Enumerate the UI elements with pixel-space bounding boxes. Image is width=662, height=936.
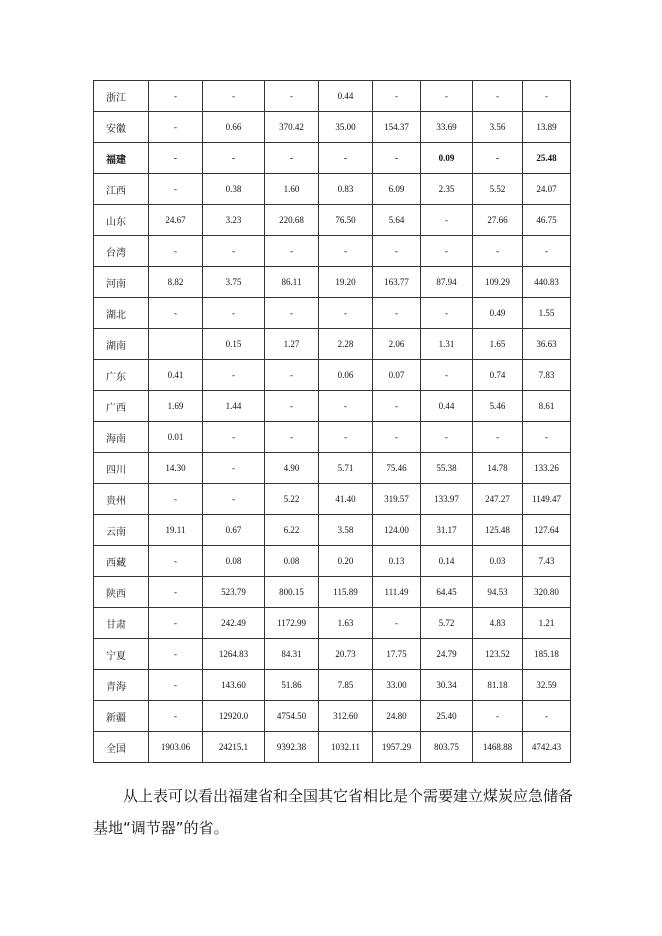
province-name-cell: 宁夏 [94,639,149,670]
value-cell: 1.27 [265,329,319,360]
value-cell: 125.48 [473,515,523,546]
value-cell: 0.44 [319,81,373,112]
table-row [94,298,571,329]
value-cell: 5.52 [473,174,523,205]
value-cell: - [473,81,523,112]
value-cell: 3.58 [319,515,373,546]
province-name-cell: 安徽 [94,112,149,143]
table-row [94,670,571,701]
value-cell: 247.27 [473,484,523,515]
value-cell: - [473,701,523,732]
table-row [94,81,571,112]
value-cell: 64.45 [421,577,473,608]
value-cell: 1.65 [473,329,523,360]
value-cell: 0.15 [203,329,265,360]
value-cell: - [421,360,473,391]
province-name-cell: 云南 [94,515,149,546]
table-body [94,81,571,763]
value-cell: 163.77 [373,267,421,298]
value-cell: 1.31 [421,329,473,360]
value-cell: 24.80 [373,701,421,732]
value-cell: 154.37 [373,112,421,143]
value-cell: 0.06 [319,360,373,391]
value-cell: 5.46 [473,391,523,422]
value-cell: 0.09 [421,143,473,174]
value-cell: 1.44 [203,391,265,422]
value-cell: 9392.38 [265,732,319,763]
value-cell: 13.89 [523,112,571,143]
value-cell: 4.83 [473,608,523,639]
value-cell: 25.40 [421,701,473,732]
value-cell [149,329,203,360]
province-name-cell: 湖南 [94,329,149,360]
table-row [94,143,571,174]
province-name-cell: 海南 [94,422,149,453]
value-cell: 0.03 [473,546,523,577]
value-cell: 19.20 [319,267,373,298]
value-cell: 5.72 [421,608,473,639]
value-cell: 4742.43 [523,732,571,763]
value-cell: 35.00 [319,112,373,143]
value-cell: 127.64 [523,515,571,546]
value-cell: - [203,298,265,329]
value-cell: - [319,298,373,329]
value-cell: 370.42 [265,112,319,143]
value-cell: - [149,484,203,515]
value-cell: 24.79 [421,639,473,670]
value-cell: 27.66 [473,205,523,236]
province-name-cell: 福建 [94,143,149,174]
value-cell: 31.17 [421,515,473,546]
value-cell: - [203,81,265,112]
value-cell: 8.61 [523,391,571,422]
value-cell: 2.06 [373,329,421,360]
province-name-cell: 贵州 [94,484,149,515]
table-row [94,701,571,732]
value-cell: - [523,701,571,732]
value-cell: 41.40 [319,484,373,515]
value-cell: 3.56 [473,112,523,143]
value-cell: 1.55 [523,298,571,329]
province-name-cell: 山东 [94,205,149,236]
value-cell: - [421,81,473,112]
value-cell: 81.18 [473,670,523,701]
value-cell: 803.75 [421,732,473,763]
value-cell: 6.22 [265,515,319,546]
value-cell: - [421,205,473,236]
value-cell: 94.53 [473,577,523,608]
value-cell: - [149,670,203,701]
value-cell: 0.14 [421,546,473,577]
value-cell: 1468.88 [473,732,523,763]
value-cell: 109.29 [473,267,523,298]
value-cell: 133.26 [523,453,571,484]
value-cell: 0.41 [149,360,203,391]
value-cell: 76.50 [319,205,373,236]
province-name-cell: 青海 [94,670,149,701]
province-name-cell: 广西 [94,391,149,422]
value-cell: - [421,236,473,267]
value-cell: 25.48 [523,143,571,174]
table-row [94,484,571,515]
value-cell: 5.71 [319,453,373,484]
value-cell: 0.13 [373,546,421,577]
table-row [94,174,571,205]
value-cell: - [373,236,421,267]
conclusion-paragraph: 从上表可以看出福建省和全国其它省相比是个需要建立煤炭应急储备基地“调节器”的省。 [93,787,574,837]
value-cell: 320.80 [523,577,571,608]
value-cell: - [149,608,203,639]
province-name-cell: 江西 [94,174,149,205]
value-cell: 0.20 [319,546,373,577]
value-cell: 14.78 [473,453,523,484]
value-cell: - [523,422,571,453]
province-name-cell: 河南 [94,267,149,298]
value-cell: 7.85 [319,670,373,701]
value-cell: - [149,639,203,670]
value-cell: - [319,422,373,453]
value-cell: 20.73 [319,639,373,670]
value-cell: - [203,236,265,267]
value-cell: 0.01 [149,422,203,453]
value-cell: 14.30 [149,453,203,484]
value-cell: 143.60 [203,670,265,701]
value-cell: 0.08 [203,546,265,577]
table-row [94,546,571,577]
value-cell: 0.49 [473,298,523,329]
value-cell: 3.23 [203,205,265,236]
table-row [94,639,571,670]
value-cell: 46.75 [523,205,571,236]
value-cell: 87.94 [421,267,473,298]
value-cell: 36.63 [523,329,571,360]
value-cell: 5.22 [265,484,319,515]
value-cell: 33.00 [373,670,421,701]
value-cell: - [373,143,421,174]
value-cell: - [265,422,319,453]
value-cell: 0.74 [473,360,523,391]
value-cell: 1032.11 [319,732,373,763]
table-row [94,112,571,143]
value-cell: - [149,546,203,577]
table-row [94,236,571,267]
value-cell: - [149,81,203,112]
value-cell: 4754.50 [265,701,319,732]
value-cell: - [149,577,203,608]
coal-reserves-table [93,80,571,763]
value-cell: - [149,143,203,174]
province-name-cell: 四川 [94,453,149,484]
value-cell: 111.49 [373,577,421,608]
province-name-cell: 陕西 [94,577,149,608]
value-cell: - [265,391,319,422]
table-row [94,267,571,298]
value-cell: - [473,422,523,453]
value-cell: 4.90 [265,453,319,484]
value-cell: 0.83 [319,174,373,205]
value-cell: - [203,484,265,515]
value-cell: 1149.47 [523,484,571,515]
value-cell: - [149,174,203,205]
value-cell: - [149,236,203,267]
value-cell: 1172.99 [265,608,319,639]
value-cell: - [373,81,421,112]
value-cell: 1264.83 [203,639,265,670]
value-cell: 319.57 [373,484,421,515]
value-cell: 440.83 [523,267,571,298]
value-cell: 55.38 [421,453,473,484]
table-row [94,329,571,360]
value-cell: 32.59 [523,670,571,701]
province-name-cell: 全国 [94,732,149,763]
value-cell: 2.35 [421,174,473,205]
value-cell: - [373,608,421,639]
value-cell: 5.64 [373,205,421,236]
value-cell: - [265,143,319,174]
value-cell: - [149,112,203,143]
province-name-cell: 西藏 [94,546,149,577]
value-cell: - [203,143,265,174]
value-cell: 24.07 [523,174,571,205]
value-cell: 1.63 [319,608,373,639]
value-cell: 2.28 [319,329,373,360]
value-cell: - [523,81,571,112]
value-cell: 33.69 [421,112,473,143]
value-cell: 24.67 [149,205,203,236]
value-cell: - [473,236,523,267]
value-cell: 7.43 [523,546,571,577]
value-cell: - [265,298,319,329]
value-cell: 220.68 [265,205,319,236]
value-cell: 30.34 [421,670,473,701]
value-cell: 84.31 [265,639,319,670]
table-row [94,515,571,546]
value-cell: - [265,360,319,391]
value-cell: 3.75 [203,267,265,298]
table-row [94,205,571,236]
value-cell: - [265,236,319,267]
table-row [94,360,571,391]
value-cell: 24215.1 [203,732,265,763]
value-cell: - [203,453,265,484]
value-cell: - [203,422,265,453]
value-cell: 75.46 [373,453,421,484]
value-cell: 1.60 [265,174,319,205]
province-name-cell: 台湾 [94,236,149,267]
value-cell: 17.75 [373,639,421,670]
value-cell: - [523,236,571,267]
table-row [94,453,571,484]
value-cell: 1957.29 [373,732,421,763]
table-row [94,391,571,422]
value-cell: - [373,422,421,453]
value-cell: 523.79 [203,577,265,608]
value-cell: 8.82 [149,267,203,298]
value-cell: 1.21 [523,608,571,639]
province-name-cell: 广东 [94,360,149,391]
value-cell: 19.11 [149,515,203,546]
value-cell: 1903.06 [149,732,203,763]
value-cell: 0.67 [203,515,265,546]
value-cell: - [373,391,421,422]
value-cell: 123.52 [473,639,523,670]
value-cell: 185.18 [523,639,571,670]
value-cell: 312.60 [319,701,373,732]
province-name-cell: 浙江 [94,81,149,112]
value-cell: 0.66 [203,112,265,143]
value-cell: 800.15 [265,577,319,608]
value-cell: - [473,143,523,174]
table-row [94,422,571,453]
province-name-cell: 湖北 [94,298,149,329]
value-cell: 6.09 [373,174,421,205]
value-cell: - [319,236,373,267]
value-cell: 0.08 [265,546,319,577]
value-cell: 0.07 [373,360,421,391]
value-cell: 0.44 [421,391,473,422]
table-row [94,608,571,639]
value-cell: 1.69 [149,391,203,422]
value-cell: - [421,298,473,329]
table-row [94,732,571,763]
value-cell: - [421,422,473,453]
value-cell: 124.00 [373,515,421,546]
value-cell: 0.38 [203,174,265,205]
value-cell: - [373,298,421,329]
value-cell: 86.11 [265,267,319,298]
value-cell: - [149,298,203,329]
value-cell: 242.49 [203,608,265,639]
value-cell: - [319,143,373,174]
province-name-cell: 甘肃 [94,608,149,639]
value-cell: - [319,391,373,422]
province-name-cell: 新疆 [94,701,149,732]
value-cell: 51.86 [265,670,319,701]
value-cell: 133.97 [421,484,473,515]
value-cell: - [203,360,265,391]
value-cell: 7.83 [523,360,571,391]
table-row [94,577,571,608]
value-cell: 12920.0 [203,701,265,732]
value-cell: 115.89 [319,577,373,608]
value-cell: - [149,701,203,732]
value-cell: - [265,81,319,112]
